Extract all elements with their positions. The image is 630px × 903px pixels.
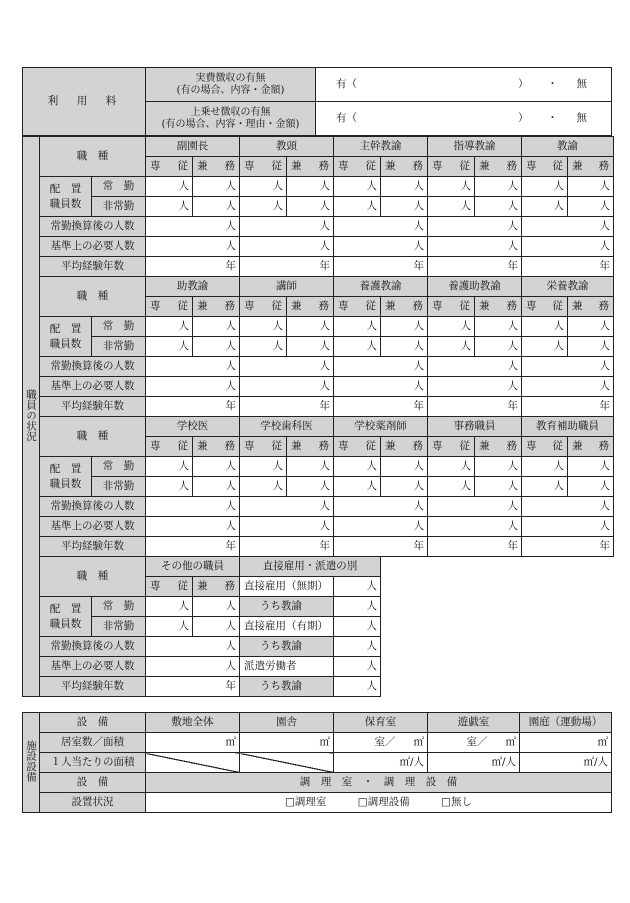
kansan-cell: 人	[428, 497, 522, 517]
employment-item: うち教諭	[240, 637, 334, 657]
ken-header-text: 兼 務	[197, 580, 235, 593]
additional-cost-value: 有（ ） ・ 無	[316, 102, 612, 136]
joukin-count-cell: 人	[428, 457, 475, 477]
other-staff-header: その他の職員	[146, 557, 240, 577]
role-header: 主幹教諭	[334, 137, 428, 157]
joukin-count-cell: 人	[522, 317, 568, 337]
sen-header	[428, 157, 475, 177]
hijoukin-count-cell: 人	[334, 337, 381, 357]
sen-header-text: 専 従	[526, 300, 563, 313]
role-header: 学校歯科医	[240, 417, 334, 437]
employment-item: 直接雇用（有期）	[240, 617, 334, 637]
role-header: 教頭	[240, 137, 334, 157]
role-header: 教諭	[522, 137, 614, 157]
sen-header	[428, 297, 475, 317]
ken-header-text: 兼 務	[479, 440, 517, 453]
building-per-person-cell	[240, 753, 334, 773]
hijoukin-count-cell: 人	[240, 477, 287, 497]
ken-header	[193, 157, 240, 177]
role-header: 副園長	[146, 137, 240, 157]
kansan-cell: 人	[334, 497, 428, 517]
hijoukin-count-cell: 人	[475, 477, 522, 497]
joukin-count-cell: 人	[146, 597, 193, 617]
role-header: 養護助教諭	[428, 277, 522, 297]
role-header: 学校医	[146, 417, 240, 437]
joukin-count-cell: 人	[428, 177, 475, 197]
heikin-label: 平均経験年数	[40, 537, 146, 557]
kansan-label: 常勤換算後の人数	[40, 217, 146, 237]
heikin-cell: 年	[428, 257, 522, 277]
ken-header-text: 兼 務	[197, 160, 235, 173]
kansan-cell: 人	[146, 217, 240, 237]
playroom-area-cell: 室／ ㎡	[428, 733, 520, 753]
kijun-cell: 人	[240, 377, 334, 397]
heikin-cell: 年	[428, 397, 522, 417]
employment-count: 人	[334, 597, 381, 617]
employment-count: 人	[334, 617, 381, 637]
ken-header-text: 兼 務	[291, 300, 329, 313]
ken-header	[568, 437, 614, 457]
heikin-label: 平均経験年数	[40, 397, 146, 417]
ken-header	[568, 157, 614, 177]
kijun-cell: 人	[334, 517, 428, 537]
sen-header	[522, 297, 568, 317]
staff-section-label	[23, 137, 40, 697]
ken-header-text: 兼 務	[197, 440, 235, 453]
kijun-cell: 人	[146, 657, 240, 677]
playroom-per-person-cell: ㎡/人	[428, 753, 520, 773]
hijoukin-label: 非常勤	[92, 197, 146, 217]
hijoukin-count-cell: 人	[287, 197, 334, 217]
sen-header	[146, 577, 193, 597]
joukin-count-cell: 人	[287, 457, 334, 477]
heikin-cell: 年	[240, 537, 334, 557]
facility-col-playground: 園庭（運動場）	[520, 713, 612, 733]
employment-count: 人	[334, 657, 381, 677]
joukin-count-cell: 人	[146, 457, 193, 477]
joukin-count-cell: 人	[287, 177, 334, 197]
blank-area	[381, 577, 568, 597]
role-header: 学校薬剤師	[334, 417, 428, 437]
ken-header	[381, 437, 428, 457]
employment-type-header: 直接雇用・派遣の別	[240, 557, 381, 577]
joukin-count-cell: 人	[522, 457, 568, 477]
kansan-cell: 人	[522, 357, 614, 377]
staff-table	[22, 136, 614, 697]
heikin-cell: 年	[240, 397, 334, 417]
employment-count: 人	[334, 637, 381, 657]
joukin-count-cell: 人	[287, 317, 334, 337]
joukin-count-cell: 人	[240, 177, 287, 197]
kansan-label: 常勤換算後の人数	[40, 497, 146, 517]
sen-header	[522, 157, 568, 177]
heikin-cell: 年	[522, 257, 614, 277]
joukin-count-cell: 人	[334, 317, 381, 337]
shokuinsu-text: 職員数	[49, 337, 82, 350]
sen-header-text: 専 従	[150, 580, 188, 593]
joukin-count-cell: 人	[146, 177, 193, 197]
hijoukin-count-cell: 人	[240, 337, 287, 357]
kansan-cell: 人	[334, 217, 428, 237]
sen-header-text: 専 従	[432, 300, 470, 313]
sen-header-text: 専 従	[244, 440, 282, 453]
hijoukin-count-cell: 人	[475, 197, 522, 217]
heikin-cell: 年	[334, 397, 428, 417]
heikin-cell: 年	[146, 537, 240, 557]
blank-area	[381, 617, 568, 637]
joukin-label: 常 勤	[92, 597, 146, 617]
joukin-label: 常 勤	[92, 457, 146, 477]
ken-header-text: 兼 務	[572, 160, 609, 173]
kansan-cell: 人	[522, 217, 614, 237]
hijoukin-count-cell: 人	[146, 617, 193, 637]
kijun-cell: 人	[522, 377, 614, 397]
hijoukin-count-cell: 人	[381, 477, 428, 497]
haichi-label	[40, 597, 92, 637]
sen-header-text: 専 従	[432, 160, 470, 173]
hijoukin-count-cell: 人	[193, 477, 240, 497]
joukin-label: 常 勤	[92, 177, 146, 197]
sen-header-text: 専 従	[244, 160, 282, 173]
sen-header	[240, 437, 287, 457]
ken-header-text: 兼 務	[572, 440, 609, 453]
hijoukin-count-cell: 人	[568, 477, 614, 497]
kijun-cell: 人	[334, 237, 428, 257]
hijoukin-label: 非常勤	[92, 617, 146, 637]
hijoukin-count-cell: 人	[193, 197, 240, 217]
kansan-cell: 人	[240, 357, 334, 377]
option-kitchen[interactable]: □調理室	[285, 796, 327, 809]
sen-header	[146, 297, 193, 317]
shokushu-label: 職 種	[40, 417, 146, 457]
joukin-count-cell: 人	[146, 317, 193, 337]
joukin-count-cell: 人	[240, 317, 287, 337]
role-header: 講師	[240, 277, 334, 297]
hijoukin-label: 非常勤	[92, 337, 146, 357]
kansan-cell: 人	[146, 637, 240, 657]
heikin-cell: 年	[522, 537, 614, 557]
haichi-text: 配 置	[49, 183, 82, 196]
joukin-count-cell: 人	[568, 317, 614, 337]
kijun-cell: 人	[522, 237, 614, 257]
sen-header	[146, 437, 193, 457]
hijoukin-count-cell: 人	[146, 337, 193, 357]
kansan-label: 常勤換算後の人数	[40, 637, 146, 657]
role-header: 事務職員	[428, 417, 522, 437]
hijoukin-label: 非常勤	[92, 477, 146, 497]
sen-header-text: 専 従	[338, 300, 376, 313]
hijoukin-count-cell: 人	[522, 477, 568, 497]
kijun-cell: 人	[522, 517, 614, 537]
blank-area	[381, 557, 568, 577]
employment-item: うち教諭	[240, 597, 334, 617]
sen-header-text: 専 従	[150, 440, 188, 453]
kijun-cell: 人	[240, 237, 334, 257]
joukin-count-cell: 人	[475, 177, 522, 197]
ken-header-text: 兼 務	[291, 160, 329, 173]
haichi-label	[40, 457, 92, 497]
heikin-cell: 年	[146, 397, 240, 417]
ken-header-text: 兼 務	[385, 160, 423, 173]
joukin-count-cell: 人	[334, 177, 381, 197]
shokushu-label: 職 種	[40, 277, 146, 317]
kijun-cell: 人	[146, 237, 240, 257]
ken-header-text: 兼 務	[197, 300, 235, 313]
kijun-cell: 人	[428, 377, 522, 397]
shokuinsu-text: 職員数	[49, 197, 82, 210]
sen-header-text: 専 従	[526, 440, 563, 453]
heikin-cell: 年	[428, 537, 522, 557]
kijun-label: 基準上の必要人数	[40, 377, 146, 397]
kansan-cell: 人	[240, 217, 334, 237]
ken-header-text: 兼 務	[291, 440, 329, 453]
heikin-cell: 年	[334, 257, 428, 277]
nursery-per-person-cell: ㎡/人	[334, 753, 428, 773]
hijoukin-count-cell: 人	[146, 197, 193, 217]
shokushu-label: 職 種	[40, 137, 146, 177]
hijoukin-count-cell: 人	[193, 617, 240, 637]
kansan-cell: 人	[334, 357, 428, 377]
employment-count: 人	[334, 577, 381, 597]
heikin-label: 平均経験年数	[40, 257, 146, 277]
sen-header	[334, 437, 381, 457]
hijoukin-count-cell: 人	[568, 337, 614, 357]
actual-cost-header: 実費徴収の有無 (有の場合、内容・金額)	[146, 68, 316, 102]
joukin-count-cell: 人	[568, 177, 614, 197]
haichi-text: 配 置	[49, 603, 82, 616]
hijoukin-count-cell: 人	[428, 477, 475, 497]
fee-table	[22, 67, 612, 136]
ken-header-text: 兼 務	[479, 160, 517, 173]
joukin-count-cell: 人	[475, 317, 522, 337]
kansan-cell: 人	[428, 357, 522, 377]
facility-col-site: 敷地全体	[146, 713, 240, 733]
sen-header-text: 専 従	[338, 160, 376, 173]
hijoukin-count-cell: 人	[146, 477, 193, 497]
joukin-count-cell: 人	[193, 457, 240, 477]
sen-header-text: 専 従	[150, 300, 188, 313]
hijoukin-count-cell: 人	[381, 337, 428, 357]
ken-header-text: 兼 務	[385, 300, 423, 313]
hijoukin-count-cell: 人	[193, 337, 240, 357]
joukin-label: 常 勤	[92, 317, 146, 337]
employment-item: うち教諭	[240, 677, 334, 697]
fee-label: 利 用 料	[23, 68, 146, 136]
site-area-cell: ㎡	[146, 733, 240, 753]
hijoukin-count-cell: 人	[568, 197, 614, 217]
ken-header	[568, 297, 614, 317]
joukin-count-cell: 人	[381, 177, 428, 197]
playground-area-cell: ㎡	[520, 733, 612, 753]
hijoukin-count-cell: 人	[522, 337, 568, 357]
haichi-label	[40, 177, 92, 217]
role-header: 養護教諭	[334, 277, 428, 297]
site-per-person-cell	[146, 753, 240, 773]
staff-section-label-text: 職員の状況	[25, 388, 38, 442]
role-header: 教育補助職員	[522, 417, 614, 437]
joukin-count-cell: 人	[193, 317, 240, 337]
employment-item: 派遣労働者	[240, 657, 334, 677]
blank-area	[381, 597, 568, 617]
sen-header	[428, 437, 475, 457]
kansan-cell: 人	[240, 497, 334, 517]
ken-header-text: 兼 務	[385, 440, 423, 453]
hijoukin-count-cell: 人	[522, 197, 568, 217]
kansan-cell: 人	[522, 497, 614, 517]
haichi-text: 配 置	[49, 463, 82, 476]
facility-table	[22, 712, 612, 813]
joukin-count-cell: 人	[193, 597, 240, 617]
ken-header	[287, 297, 334, 317]
kijun-cell: 人	[240, 517, 334, 537]
hijoukin-count-cell: 人	[240, 197, 287, 217]
haichi-label	[40, 317, 92, 357]
sen-header-text: 専 従	[432, 440, 470, 453]
kijun-cell: 人	[334, 377, 428, 397]
kijun-cell: 人	[428, 517, 522, 537]
hijoukin-count-cell: 人	[428, 337, 475, 357]
playground-per-person-cell: ㎡/人	[520, 753, 612, 773]
hijoukin-count-cell: 人	[287, 337, 334, 357]
ken-header	[193, 437, 240, 457]
sen-header-text: 専 従	[526, 160, 563, 173]
heikin-cell: 年	[240, 257, 334, 277]
joukin-count-cell: 人	[334, 457, 381, 477]
ken-header	[475, 297, 522, 317]
sen-header	[334, 297, 381, 317]
role-header: 指導教諭	[428, 137, 522, 157]
kitchen-title: 調 理 室 ・ 調 理 設 備	[146, 773, 612, 793]
kijun-cell: 人	[146, 377, 240, 397]
kitchen-setsubi-label: 設 備	[40, 773, 146, 793]
option-kitchen-equipment[interactable]: □調理設備	[357, 796, 410, 809]
joukin-count-cell: 人	[522, 177, 568, 197]
blank-area	[381, 677, 568, 697]
ken-header	[287, 437, 334, 457]
heikin-cell: 年	[146, 257, 240, 277]
hijoukin-count-cell: 人	[381, 197, 428, 217]
sen-header	[522, 437, 568, 457]
facility-rooms-area-label: 居室数／面積	[40, 733, 146, 753]
heikin-cell: 年	[522, 397, 614, 417]
ken-header	[381, 157, 428, 177]
kansan-cell: 人	[146, 497, 240, 517]
building-area-cell: ㎡	[240, 733, 334, 753]
kansan-label: 常勤換算後の人数	[40, 357, 146, 377]
facility-setsubi-header: 設 備	[40, 713, 146, 733]
kijun-label: 基準上の必要人数	[40, 517, 146, 537]
heikin-cell: 年	[146, 677, 240, 697]
sen-header-text: 専 従	[150, 160, 188, 173]
kijun-cell: 人	[146, 517, 240, 537]
facility-col-building: 園舎	[240, 713, 334, 733]
sen-header-text: 専 従	[338, 440, 376, 453]
blank-area	[381, 637, 568, 657]
shokuinsu-text: 職員数	[49, 617, 82, 630]
ken-header	[193, 297, 240, 317]
employment-item: 直接雇用（無期）	[240, 577, 334, 597]
ken-header	[475, 157, 522, 177]
role-header: 栄養教諭	[522, 277, 614, 297]
shokushu-label: 職 種	[40, 557, 146, 597]
joukin-count-cell: 人	[475, 457, 522, 477]
option-none[interactable]: □無し	[441, 796, 472, 809]
joukin-count-cell: 人	[381, 317, 428, 337]
ken-header	[381, 297, 428, 317]
facility-col-nursery-room: 保育室	[334, 713, 428, 733]
hijoukin-count-cell: 人	[334, 197, 381, 217]
ken-header-text: 兼 務	[479, 300, 517, 313]
joukin-count-cell: 人	[428, 317, 475, 337]
ken-header	[287, 157, 334, 177]
heikin-label: 平均経験年数	[40, 677, 146, 697]
hijoukin-count-cell: 人	[475, 337, 522, 357]
sen-header-text: 専 従	[244, 300, 282, 313]
kitchen-status-label: 設置状況	[40, 793, 146, 813]
nursery-room-area-cell: 室／ ㎡	[334, 733, 428, 753]
employment-count: 人	[334, 677, 381, 697]
hijoukin-count-cell: 人	[287, 477, 334, 497]
shokuinsu-text: 職員数	[49, 477, 82, 490]
actual-cost-value: 有（ ） ・ 無	[316, 68, 612, 102]
kansan-cell: 人	[146, 357, 240, 377]
ken-header	[475, 437, 522, 457]
hijoukin-count-cell: 人	[334, 477, 381, 497]
facility-col-playroom: 遊戯室	[428, 713, 520, 733]
ken-header	[193, 577, 240, 597]
heikin-cell: 年	[334, 537, 428, 557]
role-header: 助教諭	[146, 277, 240, 297]
kitchen-status-options	[146, 793, 612, 813]
kijun-label: 基準上の必要人数	[40, 657, 146, 677]
sen-header	[334, 157, 381, 177]
joukin-count-cell: 人	[568, 457, 614, 477]
kijun-cell: 人	[428, 237, 522, 257]
joukin-count-cell: 人	[381, 457, 428, 477]
sen-header	[240, 157, 287, 177]
kansan-cell: 人	[428, 217, 522, 237]
facility-per-person-label: １人当たりの面積	[40, 753, 146, 773]
joukin-count-cell: 人	[240, 457, 287, 477]
kijun-label: 基準上の必要人数	[40, 237, 146, 257]
additional-cost-header: 上乗せ徴収の有無 (有の場合、内容・理由・金額)	[146, 102, 316, 136]
hijoukin-count-cell: 人	[428, 197, 475, 217]
haichi-text: 配 置	[49, 323, 82, 336]
sen-header	[146, 157, 193, 177]
joukin-count-cell: 人	[193, 177, 240, 197]
ken-header-text: 兼 務	[572, 300, 609, 313]
sen-header	[240, 297, 287, 317]
blank-area	[381, 657, 568, 677]
facility-section-label: 施設設備	[23, 713, 40, 813]
